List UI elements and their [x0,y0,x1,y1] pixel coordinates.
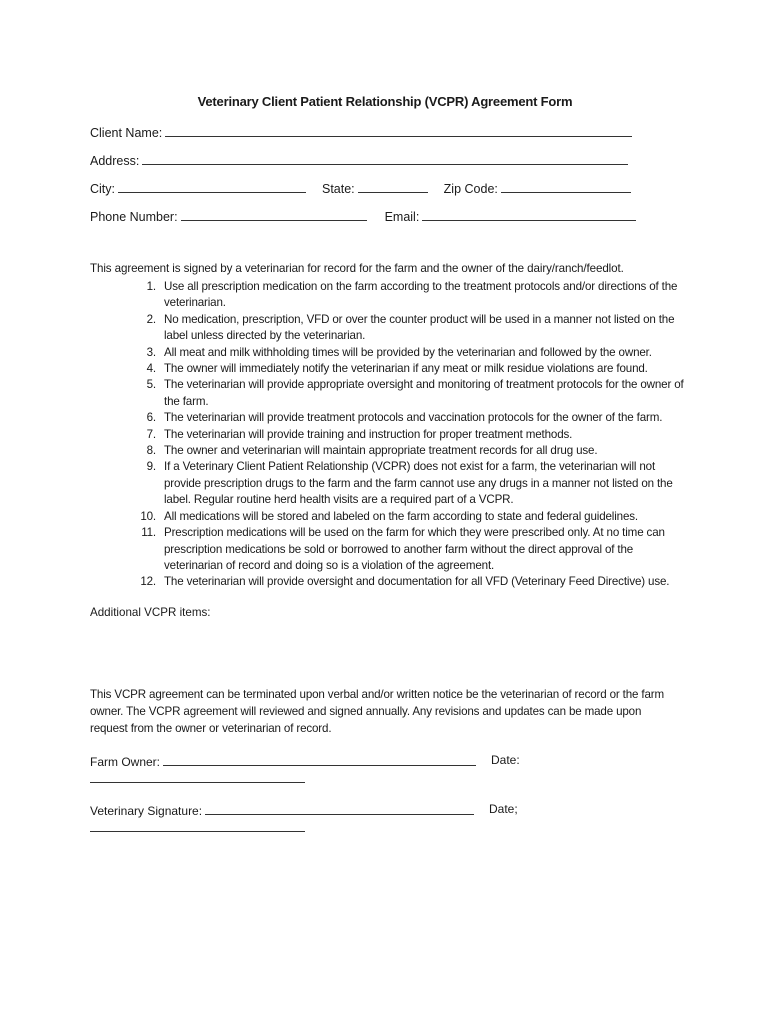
city-state-zip-row [90,180,631,196]
farm-owner-signature-field[interactable] [163,753,476,766]
item-number: 11. [141,526,156,540]
list-item [90,427,690,443]
item-text: The veterinarian will provide oversight and documentation for all VFD (Veterinary Feed Directive) use. [164,575,670,589]
item-number: 7. [146,427,156,441]
list-item [90,443,690,459]
farm-owner-label: Farm Owner: [90,755,161,769]
zip-field[interactable] [501,180,631,193]
list-item [90,525,690,574]
list-item [90,459,690,508]
item-text: No medication, prescription, VFD or over the counter product will be used in a manner not listed on the label unless directed by the veterinarian. [164,312,675,343]
item-text: The owner will immediately notify the veterinarian if any meat or milk residue violations are found. [164,362,648,376]
client-name-row [90,124,632,140]
item-number: 6. [146,411,156,425]
item-text: All medications will be stored and labeled on the farm according to state and federal guidelines. [164,509,638,523]
farm-owner-date-field[interactable] [90,781,305,783]
termination-paragraph: This VCPR agreement can be terminated upon verbal and/or written notice be the veterinarian of record or the farm owner. The VCPR agreement will reviewed and signed annually. Any revisions and updates can be made upon request from the owner or veterinarian of record. [90,688,664,735]
item-number: 12. [140,575,156,589]
city-field[interactable] [118,180,306,193]
list-item [90,574,690,590]
agreement-intro: This agreement is signed by a veterinarian for record for the farm and the owner of the dairy/ranch/feedlot. [90,262,624,275]
zip-label: Zip Code: [443,182,498,196]
list-item [90,312,690,345]
client-name-field[interactable] [165,124,632,137]
address-row [90,152,628,168]
vet-signature-row [90,802,474,818]
item-number: 3. [146,345,156,359]
phone-field[interactable] [181,208,367,221]
farm-owner-row [90,753,476,769]
item-number: 8. [146,444,156,458]
email-field[interactable] [422,208,636,221]
state-field[interactable] [358,180,428,193]
list-item [90,345,690,361]
client-name-label: Client Name: [90,126,163,140]
item-number: 4. [146,362,156,376]
item-text: The veterinarian will provide treatment protocols and vaccination protocols for the owner of the farm. [164,411,663,425]
address-field[interactable] [142,152,628,165]
vet-date-label: Date; [489,802,518,816]
state-label: State: [322,182,355,196]
address-label: Address: [90,154,140,168]
list-item [90,279,690,312]
item-text: The veterinarian will provide appropriate oversight and monitoring of treatment protocols for the owner of the farm. [164,378,684,408]
item-text: The owner and veterinarian will maintain appropriate treatment records for all drug use. [164,444,598,458]
item-number: 1. [146,280,156,293]
additional-items-label: Additional VCPR items: [90,606,211,619]
vet-signature-label: Veterinary Signature: [90,804,203,818]
item-text: Use all prescription medication on the farm according to the treatment protocols and/or directions of the veterinarian. [164,280,678,310]
farm-owner-date-label: Date: [491,753,520,767]
list-item [90,410,690,426]
phone-label: Phone Number: [90,210,178,224]
vet-date-field[interactable] [90,830,305,832]
list-item [90,377,690,410]
item-text: The veterinarian will provide training and instruction for proper treatment methods. [164,427,573,441]
list-item [90,509,690,525]
form-title: Veterinary Client Patient Relationship (VCPR) Agreement Form [197,94,573,109]
item-text: All meat and milk withholding times will be provided by the veterinarian and followed by the owner. [164,345,652,359]
item-text: Prescription medications will be used on the farm for which they were prescribed only. At no time can prescription medications be sold or borrowed to another farm without the direct approval of the veterinarian of record and doing so is a violation of the agreement. [164,526,665,572]
item-number: 10. [140,509,156,523]
item-number: 5. [146,378,156,392]
phone-email-row [90,208,636,224]
agreement-list [90,279,690,591]
email-label: Email: [384,210,420,224]
list-item [90,361,690,377]
vet-signature-field[interactable] [205,802,474,815]
item-number: 9. [146,460,156,474]
city-label: City: [90,182,115,196]
item-number: 2. [146,312,156,326]
item-text: If a Veterinary Client Patient Relationship (VCPR) does not exist for a farm, the veterinarian will not provide prescription drugs to the farm and the farm cannot use any drugs in a manner not listed on the label. Regular routine herd health visits are a required part of a VCPR. [164,460,673,507]
